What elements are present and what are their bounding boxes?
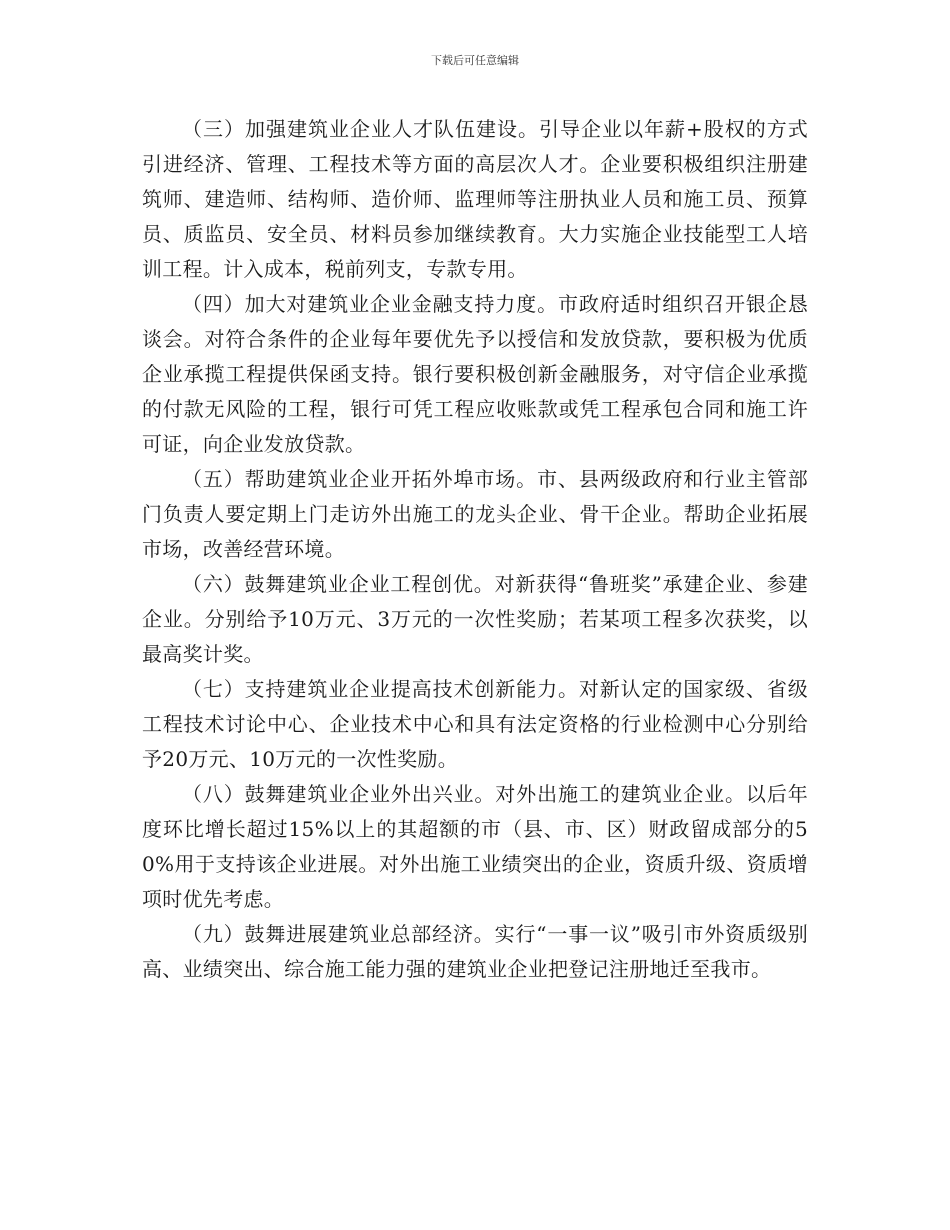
paragraph-9: （九）鼓舞进展建筑业总部经济。实行“一事一议”吸引市外资质级别高、业绩突出、综合施工能力强的建筑业企业把登记注册地迁至我市。: [142, 922, 808, 981]
paragraph-6: （六）鼓舞建筑业企业工程创优。对新获得“鲁班奖”承建企业、参建企业。分别给予10万元、3万元的一次性奖励；若某项工程多次获奖，以最高奖计奖。: [142, 572, 808, 666]
paragraph-5: （五）帮助建筑业企业开拓外埠市场。市、县两级政府和行业主管部门负责人要定期上门走访外出施工的龙头企业、骨干企业。帮助企业拓展市场，改善经营环境。: [142, 467, 808, 561]
paragraph-7: （七）支持建筑业企业提高技术创新能力。对新认定的国家级、省级工程技术讨论中心、企业技术中心和具有法定资格的行业检测中心分别给予20万元、10万元的一次性奖励。: [142, 677, 808, 771]
paragraph-4: （四）加大对建筑业企业金融支持力度。市政府适时组织召开银企恳谈会。对符合条件的企业每年要优先予以授信和发放贷款，要积极为优质企业承揽工程提供保函支持。银行要积极创新金融服务，对守信企业承揽的付款无风险的工程，银行可凭工程应收账款或凭工程承包合同和施工许可证，向企业发放贷款。: [142, 292, 808, 456]
paragraph-3: （三）加强建筑业企业人才队伍建设。引导企业以年薪+股权的方式引进经济、管理、工程技术等方面的高层次人才。企业要积极组织注册建筑师、建造师、结构师、造价师、监理师等注册执业人员和施工员、预算员、质监员、安全员、材料员参加继续教育。大力实施企业技能型工人培训工程。计入成本，税前列支，专款专用。: [142, 117, 808, 281]
document-body: [142, 112, 808, 987]
page-header: 下载后可任意编辑: [431, 54, 519, 67]
paragraph-8: （八）鼓舞建筑业企业外出兴业。对外出施工的建筑业企业。以后年度环比增长超过15%以上的其超额的市（县、市、区）财政留成部分的50%用于支持该企业进展。对外出施工业绩突出的企业，资质升级、资质增项时优先考虑。: [142, 782, 808, 911]
